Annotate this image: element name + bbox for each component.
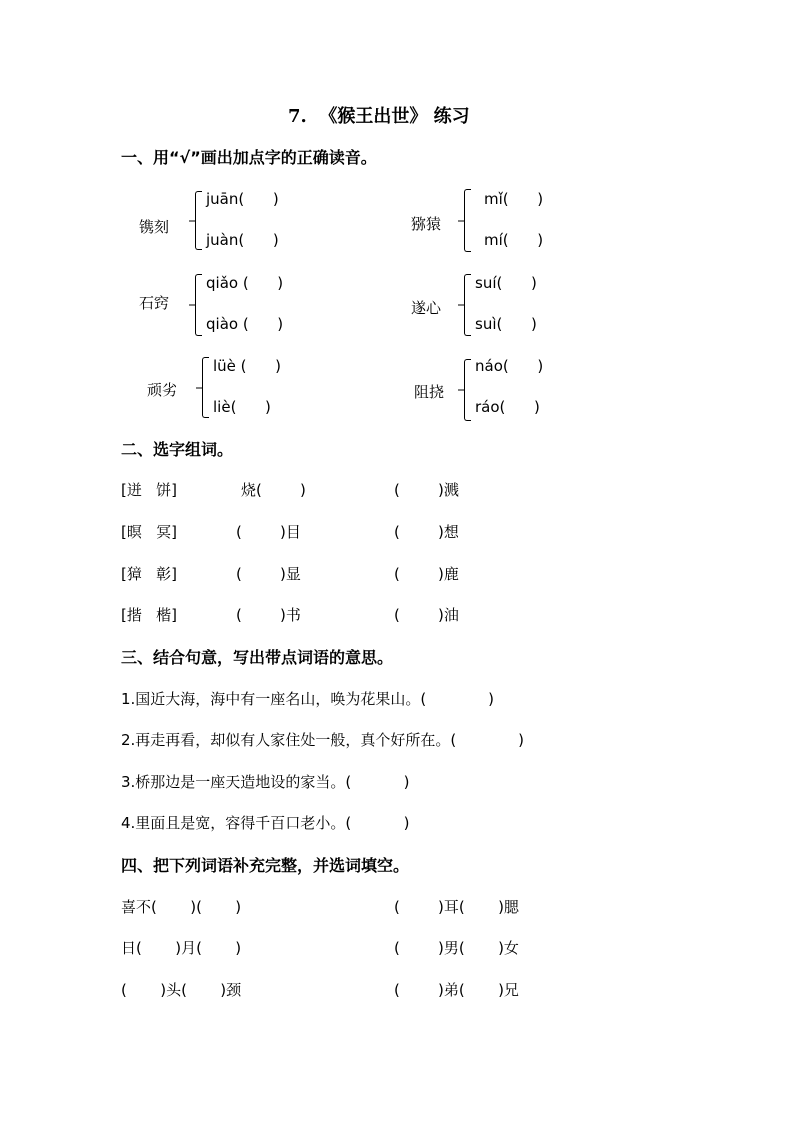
section1-heading: 一、用“√”画出加点字的正确读音。 <box>121 148 377 167</box>
pinyin-option: suí( ) <box>475 274 537 292</box>
brace <box>464 189 471 252</box>
pinyin-word: 石窍 <box>139 294 170 312</box>
sentence-item: 4.里面且是宽，容得千百口老小。( ) <box>121 814 410 832</box>
char-choices: [獐 彰] <box>121 565 178 583</box>
idiom-blank: 喜不( )( ) <box>121 898 242 916</box>
idiom-blank: ( )头( )颈 <box>121 981 242 999</box>
pinyin-option: juān( ) <box>206 190 279 208</box>
sentence-item: 3.桥那边是一座天造地设的家当。( ) <box>121 773 410 791</box>
blank-phrase: ( )溅 <box>394 481 459 499</box>
brace <box>202 357 209 418</box>
idiom-blank: ( )男( )女 <box>394 939 519 957</box>
brace <box>464 274 471 336</box>
idiom-blank: ( )耳( )腮 <box>394 898 519 916</box>
pinyin-option: liè( ) <box>213 398 271 416</box>
blank-phrase: ( )鹿 <box>394 565 459 583</box>
pinyin-option: mí( ) <box>484 231 544 249</box>
pinyin-option: qiào ( ) <box>206 315 284 333</box>
brace <box>195 274 202 336</box>
section2-heading: 二、选字组词。 <box>121 440 234 459</box>
pinyin-word: 镌刻 <box>139 218 170 236</box>
blank-phrase: ( )书 <box>236 606 301 624</box>
pinyin-word: 遂心 <box>411 299 442 317</box>
blank-phrase: ( )油 <box>394 606 459 624</box>
char-choices: [揩 楷] <box>121 606 178 624</box>
pinyin-option: ráo( ) <box>475 398 540 416</box>
blank-phrase: ( )显 <box>236 565 301 583</box>
pinyin-option: náo( ) <box>475 357 544 375</box>
section4-heading: 四、把下列词语补充完整，并选词填空。 <box>121 856 410 875</box>
idiom-blank: ( )弟( )兄 <box>394 981 519 999</box>
section3-heading: 三、结合句意，写出带点词语的意思。 <box>121 648 394 667</box>
brace <box>464 359 471 421</box>
pinyin-word: 顽劣 <box>147 381 178 399</box>
idiom-blank: 日( )月( ) <box>121 939 242 957</box>
pinyin-option: juàn( ) <box>206 231 279 249</box>
sentence-item: 2.再走再看，却似有人家住处一般，真个好所在。( ) <box>121 731 525 749</box>
blank-phrase: ( )目 <box>236 523 301 541</box>
pinyin-word: 猕猿 <box>411 215 442 233</box>
sentence-item: 1.国近大海，海中有一座名山，唤为花果山。( ) <box>121 690 495 708</box>
pinyin-option: qiǎo ( ) <box>206 274 284 292</box>
blank-phrase: ( )想 <box>394 523 459 541</box>
pinyin-option: suì( ) <box>475 315 537 333</box>
char-choices: [暝 冥] <box>121 523 178 541</box>
pinyin-option: lüè ( ) <box>213 357 281 375</box>
pinyin-option: mǐ( ) <box>484 190 544 208</box>
brace <box>195 191 202 250</box>
pinyin-word: 阻挠 <box>414 383 445 401</box>
char-choices: [迸 饼] <box>121 481 178 499</box>
blank-phrase: 烧( ) <box>241 481 306 499</box>
page-title: 7. 《猴王出世》 练习 <box>288 106 470 127</box>
